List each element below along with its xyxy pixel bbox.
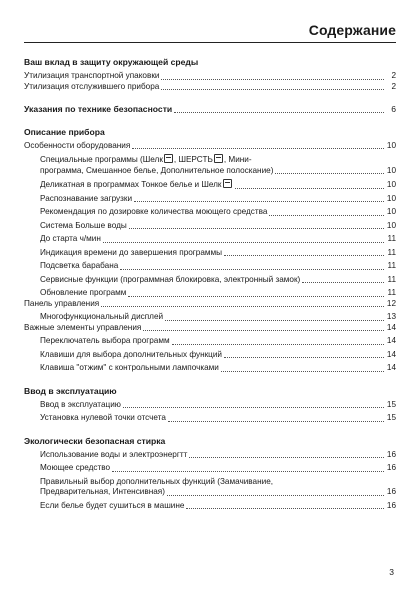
toc-entry-text: Сервисные функции (программная блокировка, электронный замок) [40,274,301,284]
section-title-startup: Ввод в эксплуатацию [24,385,117,396]
toc-entry[interactable] [24,288,396,299]
toc-entry[interactable] [24,463,396,474]
leader-dots [129,220,384,229]
leader-dots [174,104,384,113]
toc-page-number: 11 [387,261,396,270]
toc-entry-text: , ШЕРСТЬ [173,155,213,164]
toc-entry-choice-line1[interactable]: Правильный выбор дополнительных функций (Замачивание, [40,476,274,486]
toc-entry[interactable] [24,450,396,461]
section-title-eco-washing: Экологически безопасная стирка [24,435,166,446]
toc-entry-text: Клавиша "отжим" с контрольными лампочками [40,363,219,372]
toc-page-number: 16 [386,449,396,459]
toc-page-number: 13 [386,312,396,321]
toc-page-number: 14 [386,322,396,332]
toc-page-number: 16 [386,463,396,472]
toc-page-number: 12 [386,298,396,308]
toc-entry[interactable] [24,166,396,177]
leader-dots [120,261,384,270]
toc-page-number: 10 [386,165,396,175]
title-divider [24,42,396,43]
toc-entry-text: Использование воды и электроэнергтт [40,449,188,459]
toc-entry[interactable] [24,71,396,82]
toc-page-number: 10 [386,193,396,203]
toc-entry-text: Деликатная в программах Тонкое белье и Шелк [40,180,222,189]
toc-entry-text: Панель управления [24,298,100,308]
page-title: Содержание [308,22,396,38]
leader-dots [224,349,384,358]
toc-entry-text: Специальные программы (Шелк [40,155,163,164]
toc-entry-text: Обновление программ [40,288,127,297]
toc-page-number: 16 [386,487,396,496]
silk-symbol-icon [223,179,232,188]
toc-entry-text: Важные элементы управления [24,322,142,332]
toc-entry-text: Многофункциональный дисплей [40,312,164,321]
toc-entry-text: Установка нулевой точки отсчета [40,413,166,422]
toc-page-number: 14 [386,363,396,372]
toc-entry[interactable] [24,413,396,424]
toc-page-number: 16 [386,500,396,510]
toc-entry-text: Если белье будет сушиться в машине [40,500,185,510]
leader-dots [221,363,384,372]
toc-page-number: 11 [387,247,396,257]
leader-dots [101,298,384,307]
toc-entry-text: До старта ч/мин [40,234,101,243]
toc-page-number: 11 [387,274,396,284]
toc-page-number: 15 [386,413,396,422]
toc-entry[interactable] [24,350,396,361]
toc-entry[interactable] [24,323,396,334]
leader-dots [161,71,384,80]
toc-entry-text: Предварительная, Интенсивная) [40,487,165,496]
wool-symbol-icon [214,154,223,163]
toc-page-number: 14 [386,336,396,345]
leader-dots [172,336,384,345]
toc-entry-special-line1[interactable] [24,154,396,166]
toc-entry-text: Переключатель выбора программ [40,336,170,345]
toc-page-number: 2 [391,71,396,80]
section-title-safety: Указания по технике безопасности [24,104,173,114]
toc-page-number: 10 [386,180,396,189]
toc-entry-text: Подсветка барабана [40,261,119,270]
toc-entry[interactable] [24,234,396,245]
leader-dots [123,399,384,408]
toc-entry[interactable] [24,275,396,286]
toc-page-number: 15 [386,399,396,409]
toc-entry-text: Распознавание загрузки [40,193,133,203]
leader-dots [186,500,384,509]
toc-entry-text: , Мини- [223,155,252,164]
leader-dots [103,234,384,243]
toc-page-number: 11 [387,234,396,243]
toc-entry[interactable] [24,312,396,323]
toc-entry[interactable] [24,501,396,512]
toc-entry[interactable] [24,261,396,272]
section-title-environment: Ваш вклад в защиту окружающей среды [24,57,199,67]
toc-entry[interactable] [24,487,396,498]
toc-page-number: 11 [387,288,396,297]
toc-page-number: 10 [386,207,396,216]
toc-page-number: 10 [386,140,396,150]
toc-entry-text: Индикация времени до завершения программы [40,247,223,257]
toc-entry-safety[interactable] [24,104,396,115]
leader-dots [269,207,384,216]
toc-entry[interactable] [24,336,396,347]
toc-entry-text: Утилизация отслужившего прибора [24,81,160,91]
toc-entry-text: Моющее средство [40,463,111,472]
leader-dots [161,81,384,90]
leader-dots [275,165,384,174]
toc-entry[interactable] [24,179,396,191]
toc-entry-text: Рекомендация по дозировке количества моющего средства [40,207,268,216]
toc-page-number: 6 [391,104,396,114]
leader-dots [189,449,384,458]
leader-dots [302,274,384,283]
toc-page-number: 10 [386,220,396,230]
toc-entry[interactable] [24,248,396,259]
toc-entry-text: программа, Смешанное белье, Дополнительное полоскание) [40,165,274,175]
toc-entry[interactable] [24,141,396,152]
toc-page-number: 14 [386,349,396,359]
toc-entry-text: Утилизация транспортной упаковки [24,71,160,80]
leader-dots [134,193,384,202]
leader-dots [143,322,384,331]
page-number: 3 [389,567,394,577]
toc-entry[interactable] [24,221,396,232]
leader-dots [235,180,384,189]
leader-dots [167,487,384,496]
toc-entry-text: Особенности оборудования [24,140,131,150]
leader-dots [132,140,384,149]
toc-entry[interactable] [24,299,396,310]
toc-entry[interactable] [24,400,396,411]
leader-dots [224,247,384,256]
toc-entry[interactable] [24,207,396,218]
toc-page-number: 2 [391,81,396,91]
leader-dots [112,463,384,472]
leader-dots [128,288,384,297]
toc [24,57,396,511]
toc-entry-text: Ввод в эксплуатацию [40,399,121,409]
leader-dots [168,413,384,422]
toc-entry-text: Клавиши для выбора дополнительных функций [40,349,223,359]
toc-entry[interactable] [24,82,396,93]
toc-entry-text: Система Больше воды [40,220,127,230]
section-title-description: Описание прибора [24,126,105,137]
toc-entry[interactable] [24,194,396,205]
silk-symbol-icon [164,154,173,163]
leader-dots [165,312,384,321]
toc-entry[interactable] [24,363,396,374]
